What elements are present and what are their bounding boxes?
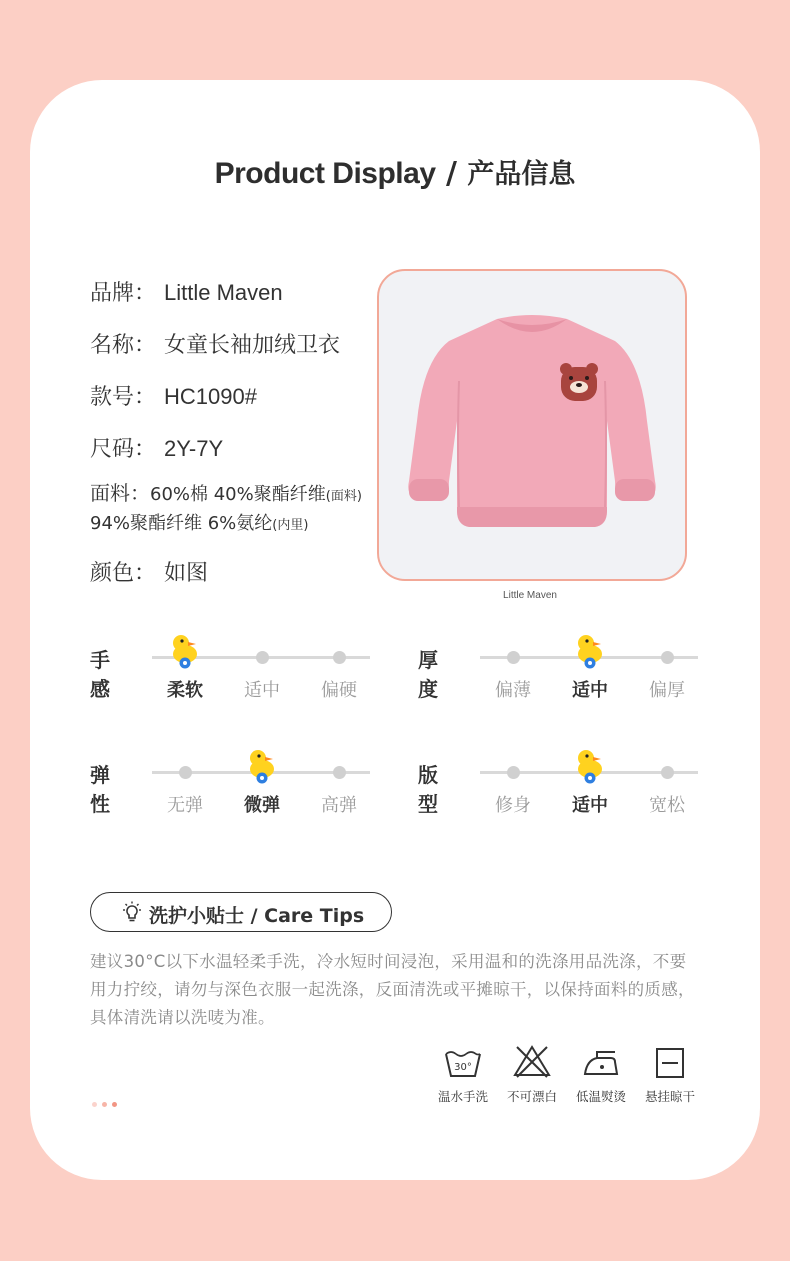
scale-option: 无弹: [167, 795, 203, 816]
page-dot: [112, 1102, 117, 1107]
duck-marker-icon: [573, 747, 607, 785]
info-size-value: 2Y-7Y: [164, 436, 224, 461]
scale-name: 手感: [90, 648, 110, 701]
scale-option: 宽松: [649, 795, 685, 816]
scale-name: 厚度: [418, 648, 438, 701]
care-tips-title: 洗护小贴士 / Care Tips: [149, 905, 365, 927]
scale-dot: [661, 766, 674, 779]
page-title-en: Product Display: [214, 157, 436, 190]
info-fabric-line2-note: (内里): [272, 518, 309, 533]
info-fabric-line1-note: (面料): [325, 489, 362, 504]
page-title-cn: 产品信息: [467, 159, 576, 190]
scale-option: 偏薄: [495, 680, 531, 701]
care-label-hang-dry: 悬挂晾干: [644, 1089, 695, 1104]
scale-option: 微弹: [244, 795, 280, 816]
scale-option: 高弹: [321, 795, 357, 816]
info-model: [90, 380, 257, 411]
lightbulb-icon: [121, 901, 143, 923]
bear-patch: [560, 363, 598, 401]
page-indicator: [92, 1092, 122, 1111]
info-name-label: 名称：: [90, 333, 157, 358]
care-label-low-iron: 低温熨烫: [575, 1089, 626, 1104]
scale-dot: [333, 766, 346, 779]
scale-dot: [507, 651, 520, 664]
info-brand: [90, 276, 283, 307]
info-size-label: 尺码：: [90, 437, 157, 462]
info-fabric-line1: 60%棉 40%聚酯纤维: [150, 484, 326, 505]
scale-dot: [661, 651, 674, 664]
info-color: [90, 556, 208, 587]
hand-wash-30-icon: [443, 1046, 483, 1080]
info-brand-value: Little Maven: [164, 280, 283, 305]
scale-option: 偏厚: [649, 680, 685, 701]
scale-option: 修身: [495, 795, 531, 816]
hang-dry-icon: [650, 1046, 690, 1080]
scale-dot: [179, 766, 192, 779]
info-fabric-label: 面料：: [90, 481, 150, 505]
info-model-label: 款号：: [90, 385, 157, 410]
scale-option: 偏硬: [321, 680, 357, 701]
info-name: [90, 328, 340, 359]
sweatshirt-image: [379, 271, 685, 579]
scale-dot: [256, 651, 269, 664]
scale-dot: [333, 651, 346, 664]
no-bleach-icon: [512, 1044, 552, 1078]
page-dot: [102, 1102, 107, 1107]
duck-marker-icon: [168, 632, 202, 670]
care-tips-body: 建议30°C以下水温轻柔手洗，冷水短时间浸泡，采用温和的洗涤用品洗涤，不要用力拧绞，请勿与深色衣服一起洗涤，反面清洗或平摊晾干，以保持面料的质感，具体清洗请以洗唛为准。: [90, 952, 695, 1027]
info-name-value: 女童长袖加绒卫衣: [164, 332, 341, 357]
low-iron-icon: [581, 1046, 621, 1080]
info-size: [90, 432, 223, 463]
scale-dot: [507, 766, 520, 779]
duck-marker-icon: [573, 632, 607, 670]
scale-option: 柔软: [167, 680, 203, 701]
info-model-value: HC1090#: [164, 384, 257, 409]
scale-option: 适中: [572, 795, 608, 816]
page-dot: [92, 1102, 97, 1107]
photo-caption: Little Maven: [503, 590, 557, 601]
info-fabric: [90, 480, 362, 539]
wash-temp-text: 30°: [454, 1062, 472, 1073]
scale-option: 适中: [244, 680, 280, 701]
duck-marker-icon: [245, 747, 279, 785]
info-brand-label: 品牌：: [90, 281, 157, 306]
care-label-hand-wash: 温水手洗: [437, 1089, 488, 1104]
info-fabric-line2: 94%聚酯纤维 6%氨纶: [90, 513, 273, 534]
scale-option: 适中: [572, 680, 608, 701]
product-photo: [377, 269, 687, 581]
care-tips-header: [90, 892, 392, 932]
page-title-sep: /: [435, 156, 468, 191]
care-label-no-bleach: 不可漂白: [506, 1089, 557, 1104]
scale-name: 版型: [418, 763, 438, 816]
scale-name: 弹性: [90, 763, 110, 816]
page-title: [0, 152, 790, 191]
info-color-label: 颜色：: [90, 561, 157, 586]
info-color-value: 如图: [164, 560, 209, 585]
